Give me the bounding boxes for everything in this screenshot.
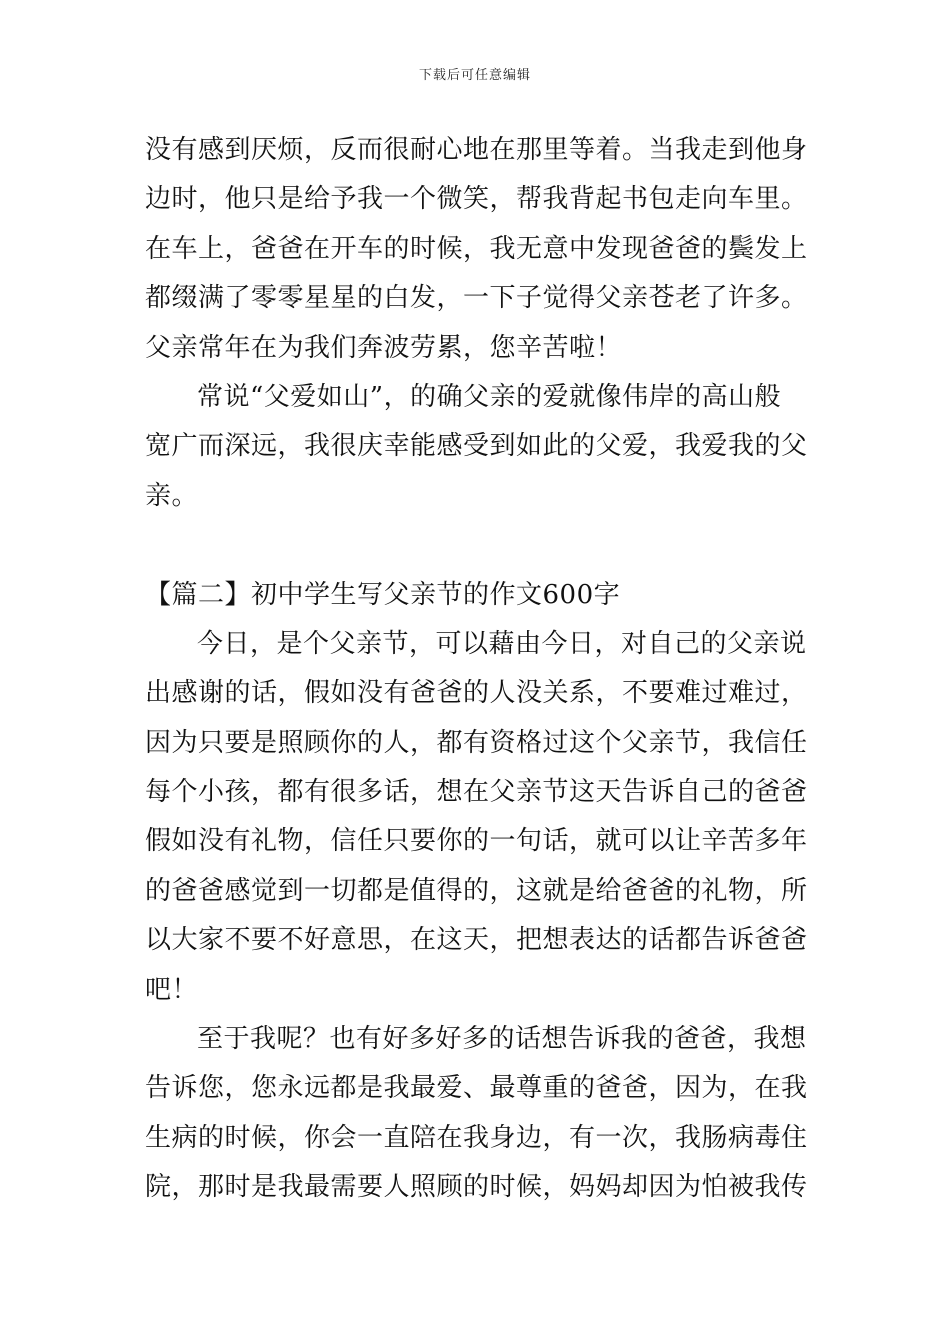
page-header: 下载后可任意编辑 <box>418 68 531 83</box>
document-body <box>145 126 815 1213</box>
text-line: 出感谢的话，假如没有爸爸的人没关系，不要难过难过， <box>145 678 808 709</box>
paragraph-1 <box>145 126 815 373</box>
paragraph-2 <box>145 373 815 521</box>
text-line: 常说“父爱如山”，的确父亲的爱就像伟岸的高山般 <box>197 381 782 412</box>
text-line: 每个小孩，都有很多话，想在父亲节这天告诉自己的爸爸 <box>145 777 808 808</box>
text-line: 宽广而深远，我很庆幸能感受到如此的父爱，我爱我的父 <box>145 431 808 462</box>
text-line: 告诉您，您永远都是我最爱、最尊重的爸爸，因为，在我 <box>145 1073 808 1104</box>
text-line: 今日，是个父亲节，可以藉由今日，对自己的父亲说 <box>197 628 807 659</box>
text-line: 的爸爸感觉到一切都是值得的，这就是给爸爸的礼物，所 <box>145 875 808 906</box>
text-line: 边时，他只是给予我一个微笑，帮我背起书包走向车里。 <box>145 184 808 215</box>
text-line: 至于我呢？也有好多好多的话想告诉我的爸爸，我想 <box>197 1024 807 1055</box>
paragraph-spacer <box>145 521 815 570</box>
text-line: 吧！ <box>145 974 199 1005</box>
text-line: 没有感到厌烦，反而很耐心地在那里等着。当我走到他身 <box>145 135 808 165</box>
text-line: 父亲常年在为我们奔波劳累，您辛苦啦！ <box>145 332 623 363</box>
text-line: 院，那时是我最需要人照顾的时候，妈妈却因为怕被我传 <box>145 1172 808 1203</box>
paragraph-4 <box>145 1015 815 1213</box>
text-line: 都缀满了零零星星的白发，一下子觉得父亲苍老了许多。 <box>145 283 808 314</box>
section-heading: 【篇二】初中学生写父亲节的作文600字 <box>145 579 621 610</box>
paragraph-3 <box>145 620 815 1015</box>
text-line: 以大家不要不好意思，在这天，把想表达的话都告诉爸爸 <box>145 925 808 956</box>
text-line: 在车上，爸爸在开车的时候，我无意中发现爸爸的鬓发上 <box>145 233 808 264</box>
text-line: 因为只要是照顾你的人，都有资格过这个父亲节，我信任 <box>145 727 808 758</box>
text-line: 生病的时候，你会一直陪在我身边，有一次，我肠病毒住 <box>145 1122 808 1153</box>
text-line: 假如没有礼物，信任只要你的一句话，就可以让辛苦多年 <box>145 826 808 857</box>
text-line: 亲。 <box>145 480 199 511</box>
